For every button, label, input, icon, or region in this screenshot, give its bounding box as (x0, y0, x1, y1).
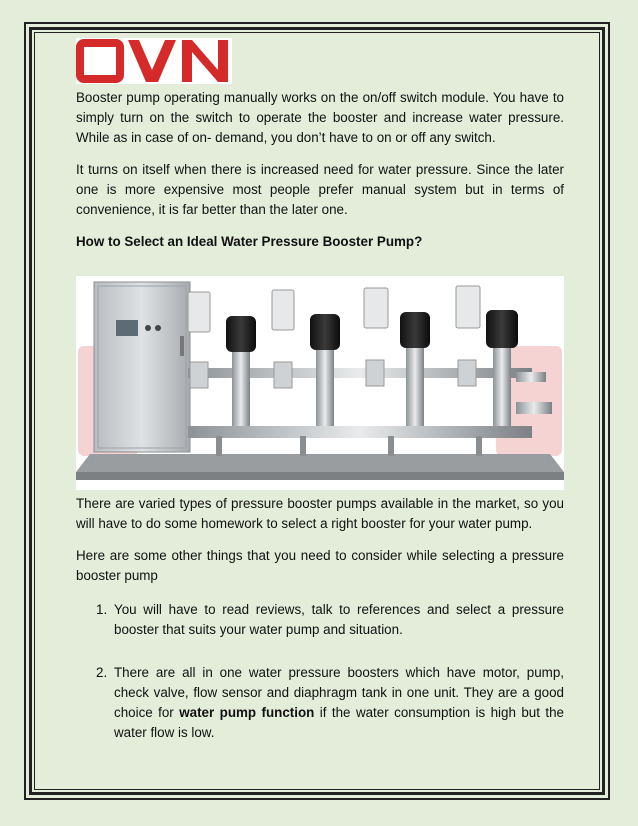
booster-pump-photo (76, 276, 564, 490)
list-item (76, 663, 564, 743)
paragraph-considerations: Here are some other things that you need to consider while selecting a pressure booster pump (76, 548, 564, 583)
paragraph-varied-types: There are varied types of pressure booster pumps available in the market, so you will have to do some homework to select a right booster for your water pump. (76, 496, 564, 531)
paragraph-on-demand: It turns on itself when there is increased need for water pressure. Since the later one is more expensive most people prefer manual system but in terms of convenience, it is far better than the later one. (76, 162, 564, 217)
list-item-text (114, 663, 564, 743)
water-pump-function-link[interactable]: water pump function (179, 705, 315, 720)
list-text-before: There are all in one water pressure boosters which have motor, pump, check valve, flow sensor and diaphragm tank in one unit. They are a good choice for (114, 665, 564, 720)
list-number: 1. (96, 602, 108, 617)
list-text-after: if the water consumption is high but the water flow is low. (114, 705, 565, 740)
list-item-text: You will have to read reviews, talk to references and select a pressure booster that suits your water pump and situation. (114, 602, 564, 637)
section-heading: How to Select an Ideal Water Pressure Booster Pump? (76, 234, 423, 249)
ovn-logo (76, 38, 232, 84)
paragraph-manual-operation: Booster pump operating manually works on the on/off switch module. You have to simply turn on the switch to operate the booster and increase water pressure. While as in case of on- demand, you don’t have to on or off any switch. (76, 90, 564, 145)
list-item (76, 600, 564, 640)
list-number: 2. (96, 665, 108, 680)
